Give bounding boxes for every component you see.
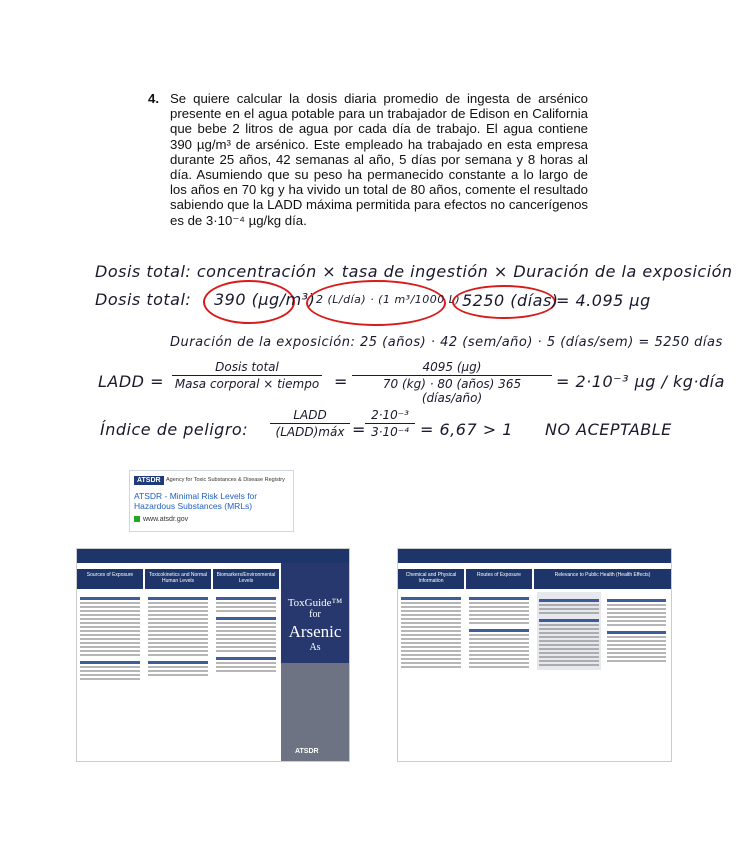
hw-indice-result: = 6,67 > 1: [420, 420, 513, 439]
hw-indice-fraction-values: [365, 408, 415, 439]
hw-duration-calc: Duración de la exposición: 25 (años) · 42 (sem/año) · 5 (días/sem) = 5250 días: [170, 335, 723, 350]
hw-ladd-fraction: [172, 360, 322, 391]
hw-term-concentration: 390 (µg/m³): [214, 290, 316, 309]
atsdr-card-title[interactable]: ATSDR - Minimal Risk Levels for Hazardous Substances (MRLs): [134, 491, 258, 511]
toxguide-brochure-front: [76, 548, 350, 762]
hw-ladd-fraction-values: [352, 360, 552, 405]
hw-indice-denominator: (LADD)máx: [275, 425, 345, 439]
brochure-col-chemical: Chemical and Physical Information: [398, 569, 464, 589]
brochure-col-biomarkers: Biomarkers/Environmental Levels: [213, 569, 279, 589]
brochure-col-sources: Sources of Exposure: [77, 569, 143, 589]
atsdr-link-card[interactable]: [129, 470, 294, 532]
hw-ladd-denominator-value: 70 (kg) · 80 (años) 365 (días/año): [382, 377, 522, 405]
hw-verdict: NO ACEPTABLE: [545, 420, 672, 439]
hw-indice-numerator-value: 2·10⁻³: [371, 408, 409, 422]
atsdr-card-url: www.atsdr.gov: [134, 516, 188, 523]
hw-indice-fraction: [270, 408, 350, 439]
brochure-col-routes: Routes of Exposure: [466, 569, 532, 589]
hw-line-formula: Dosis total: concentración × tasa de ingestión × Duración de la exposición: [95, 262, 733, 281]
hw-dosis-label: Dosis total:: [95, 290, 192, 309]
hw-ladd-label: LADD =: [98, 372, 164, 391]
atsdr-agency: Agency for Toxic Substances & Disease Registry: [166, 477, 285, 483]
hw-term-ingestion: 2 (L/día) · (1 m³/1000 L): [316, 293, 461, 306]
toxguide-title: ToxGuide™: [287, 597, 343, 609]
hw-ladd-denominator: Masa corporal × tiempo: [174, 377, 320, 391]
problem-statement: [148, 91, 588, 228]
hw-ladd-numerator-value: 4095 (µg): [422, 360, 482, 374]
hw-ladd-numerator: Dosis total: [215, 360, 279, 374]
problem-number: 4.: [148, 91, 159, 106]
toxguide-atsdr-logo: ATSDR: [295, 748, 319, 755]
hw-indice-numerator: LADD: [293, 408, 327, 422]
brochure-col-toxicokinetics: Toxicokinetics and Normal Human Levels: [145, 569, 211, 589]
atsdr-logo: ATSDR: [134, 476, 164, 485]
toxguide-chemical: Arsenic: [288, 622, 342, 641]
hw-indice-label: Índice de peligro:: [100, 420, 249, 439]
brochure-col-relevance: Relevance to Public Health (Health Effects): [534, 569, 671, 589]
hw-ladd-result: = 2·10⁻³ µg / kg·día: [556, 372, 725, 391]
toxguide-brochure-back: [397, 548, 672, 762]
problem-text: Se quiere calcular la dosis diaria promedio de ingesta de arsénico presente en el agua potable para un trabajador de Edison en California que bebe 2 litros de agua por cada día de trabajo. El agua contiene 390 µg/m³ de arsénico. Este empleado ha trabajado en esta empresa durante 25 años, 42 semanas al año, 5 días por semana y 8 horas al día. Asumiendo que su peso ha permanecido constante a lo largo de los años en 70 kg y ha vivido un total de 80 años, comente el resultado sabiendo que la LADD máxima permitida para efectos no cancerígenos es de 3·10⁻⁴ µg/kg día.: [170, 91, 588, 228]
hw-term-duration: 5250 (días): [462, 291, 559, 310]
site-icon: [134, 516, 140, 522]
hw-indice-denominator-value: 3·10⁻⁴: [371, 425, 409, 439]
toxguide-cover: ToxGuide™ for Arsenic As ATSDR: [281, 563, 349, 761]
hw-dosis-result: = 4.095 µg: [556, 291, 651, 310]
